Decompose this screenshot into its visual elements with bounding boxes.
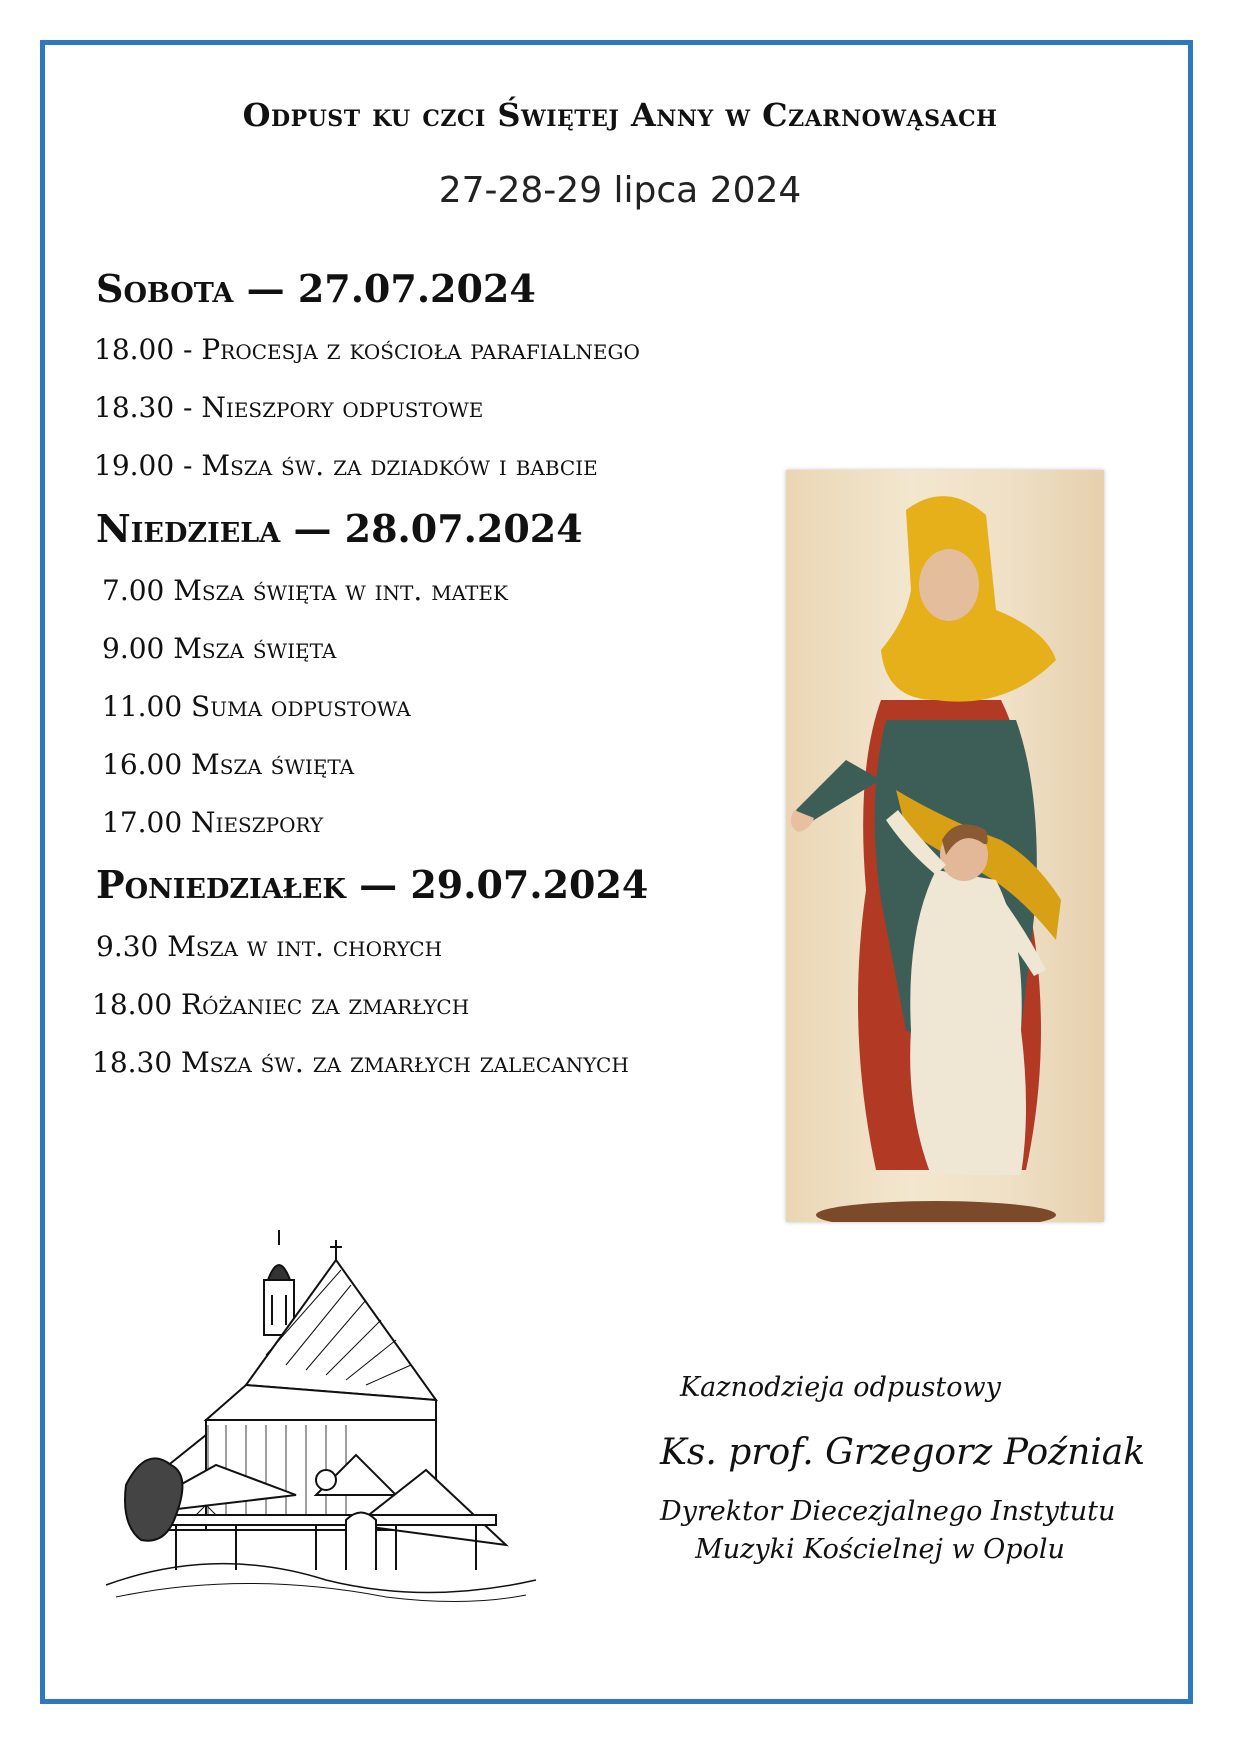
event-dates: 27-28-29 lipca 2024 — [438, 170, 802, 211]
preacher-name: Ks. prof. Grzegorz Poźniak — [660, 1432, 1146, 1473]
day-heading-sunday: Niedziela — 28.07.2024 — [96, 506, 583, 551]
event-item: 9.30 Msza w int. chorych — [96, 930, 443, 963]
event-item: 18.30 - Nieszpory odpustowe — [94, 391, 484, 424]
event-item: 18.30 Msza św. za zmarłych zalecanych — [92, 1046, 629, 1079]
event-item: 16.00 Msza święta — [102, 748, 355, 781]
event-item: 18.00 Różaniec za zmarłych — [92, 988, 470, 1021]
preacher-role-line2: Muzyki Kościelnej w Opolu — [695, 1534, 1065, 1565]
day-heading-saturday: Sobota — 27.07.2024 — [96, 266, 536, 311]
preacher-role-line1: Dyrektor Diecezjalnego Instytutu — [660, 1496, 1116, 1527]
event-item: 7.00 Msza święta w int. matek — [102, 574, 508, 607]
event-item: 19.00 - Msza św. za dziadków i babcie — [94, 449, 598, 482]
page-title: Odpust ku czci Świętej Anny w Czarnowąsach — [242, 96, 998, 134]
event-item: 17.00 Nieszpory — [102, 806, 324, 839]
saint-anne-statue-photo — [786, 470, 1104, 1222]
preacher-label: Kaznodzieja odpustowy — [680, 1372, 1001, 1403]
event-item: 11.00 Suma odpustowa — [102, 690, 411, 723]
event-item: 9.00 Msza święta — [102, 632, 337, 665]
event-item: 18.00 - Procesja z kościoła parafialnego — [94, 333, 640, 366]
church-sketch — [96, 1225, 546, 1610]
day-heading-monday: Poniedziałek — 29.07.2024 — [96, 862, 649, 907]
